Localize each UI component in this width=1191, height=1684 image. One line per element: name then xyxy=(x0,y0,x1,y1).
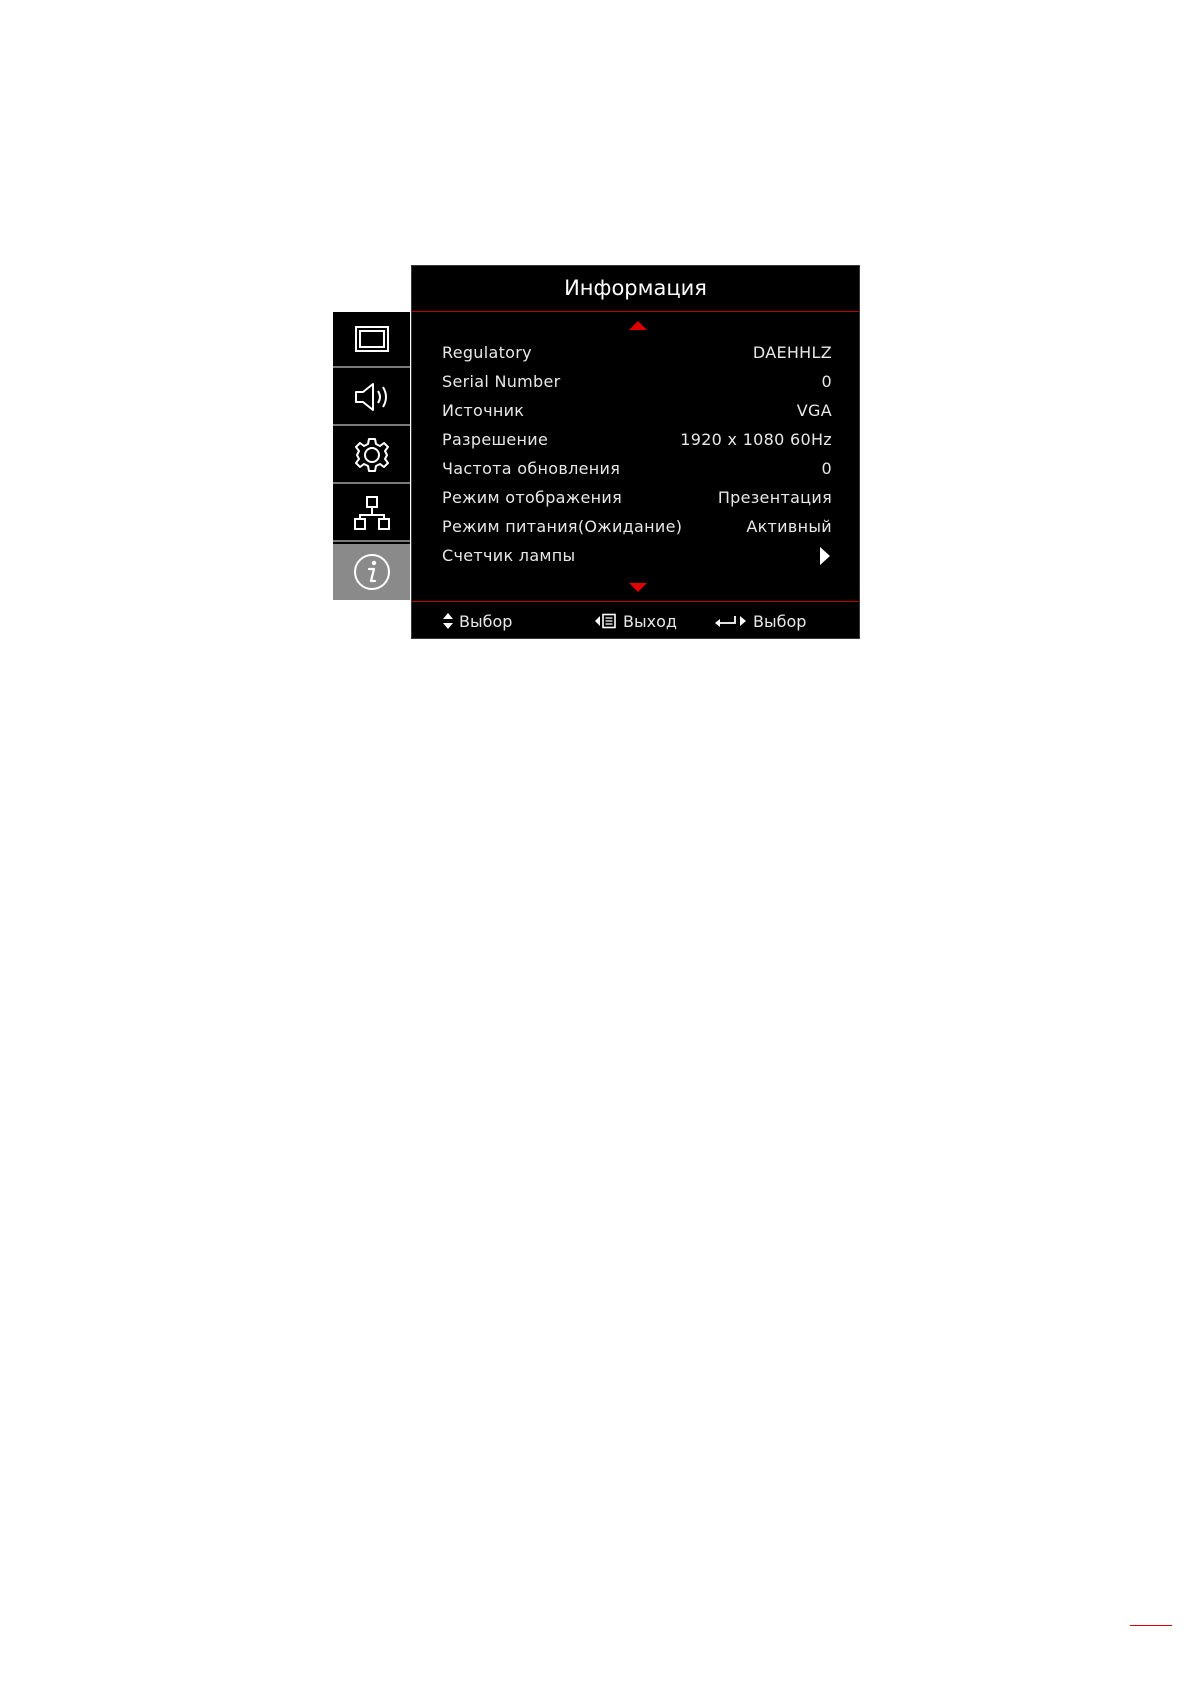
row-label: Serial Number xyxy=(442,372,561,391)
scroll-down-icon[interactable] xyxy=(629,583,647,592)
list-item-refresh-rate xyxy=(442,454,832,483)
hint-select-label: Выбор xyxy=(459,611,513,631)
footer-divider xyxy=(412,601,859,602)
list-item-source xyxy=(442,396,832,425)
row-value: Активный xyxy=(746,517,832,536)
list-item-power-mode xyxy=(442,512,832,541)
enter-icon xyxy=(714,613,748,629)
sidebar-item-settings[interactable] xyxy=(333,428,410,484)
sidebar-item-audio[interactable] xyxy=(333,370,410,426)
page-footer-mark xyxy=(1130,1625,1172,1626)
information-menu-panel xyxy=(411,265,860,639)
hint-select xyxy=(442,604,512,638)
hint-exit-label: Выход xyxy=(623,611,677,631)
list-item-regulatory xyxy=(442,338,832,367)
info-icon xyxy=(352,552,392,592)
up-down-icon xyxy=(442,612,454,630)
info-list xyxy=(442,338,832,570)
row-label: Частота обновления xyxy=(442,459,621,478)
network-icon xyxy=(352,495,392,531)
row-label: Источник xyxy=(442,401,525,420)
row-label: Разрешение xyxy=(442,430,549,449)
menu-back-icon xyxy=(594,613,618,629)
sidebar-item-information[interactable] xyxy=(333,544,410,600)
row-value: DAEHHLZ xyxy=(752,343,832,362)
sidebar-item-display[interactable] xyxy=(333,312,410,368)
footer-hints xyxy=(412,604,859,638)
scroll-up-icon[interactable] xyxy=(629,321,647,330)
title-divider xyxy=(412,311,859,312)
sidebar-item-network[interactable] xyxy=(333,486,410,542)
row-label: Счетчик лампы xyxy=(442,546,576,565)
hint-enter xyxy=(714,604,806,638)
display-icon xyxy=(354,325,390,353)
row-value: Презентация xyxy=(717,488,832,507)
menu-title: Информация xyxy=(564,276,707,300)
speaker-icon xyxy=(353,380,391,414)
category-sidebar xyxy=(333,312,410,600)
row-label: Regulatory xyxy=(442,343,532,362)
gear-icon xyxy=(353,436,391,474)
row-value: 0 xyxy=(821,459,832,478)
list-item-resolution xyxy=(442,425,832,454)
row-label: Режим питания(Ожидание) xyxy=(442,517,683,536)
list-item-serial-number xyxy=(442,367,832,396)
submenu-arrow-icon[interactable] xyxy=(820,547,830,565)
row-label: Режим отображения xyxy=(442,488,623,507)
list-item-lamp-hours[interactable] xyxy=(442,541,832,570)
row-value: 1920 x 1080 60Hz xyxy=(680,430,832,449)
hint-enter-label: Выбор xyxy=(753,611,807,631)
row-value: 0 xyxy=(821,372,832,391)
list-item-display-mode xyxy=(442,483,832,512)
row-value: VGA xyxy=(796,401,832,420)
hint-exit xyxy=(594,604,677,638)
